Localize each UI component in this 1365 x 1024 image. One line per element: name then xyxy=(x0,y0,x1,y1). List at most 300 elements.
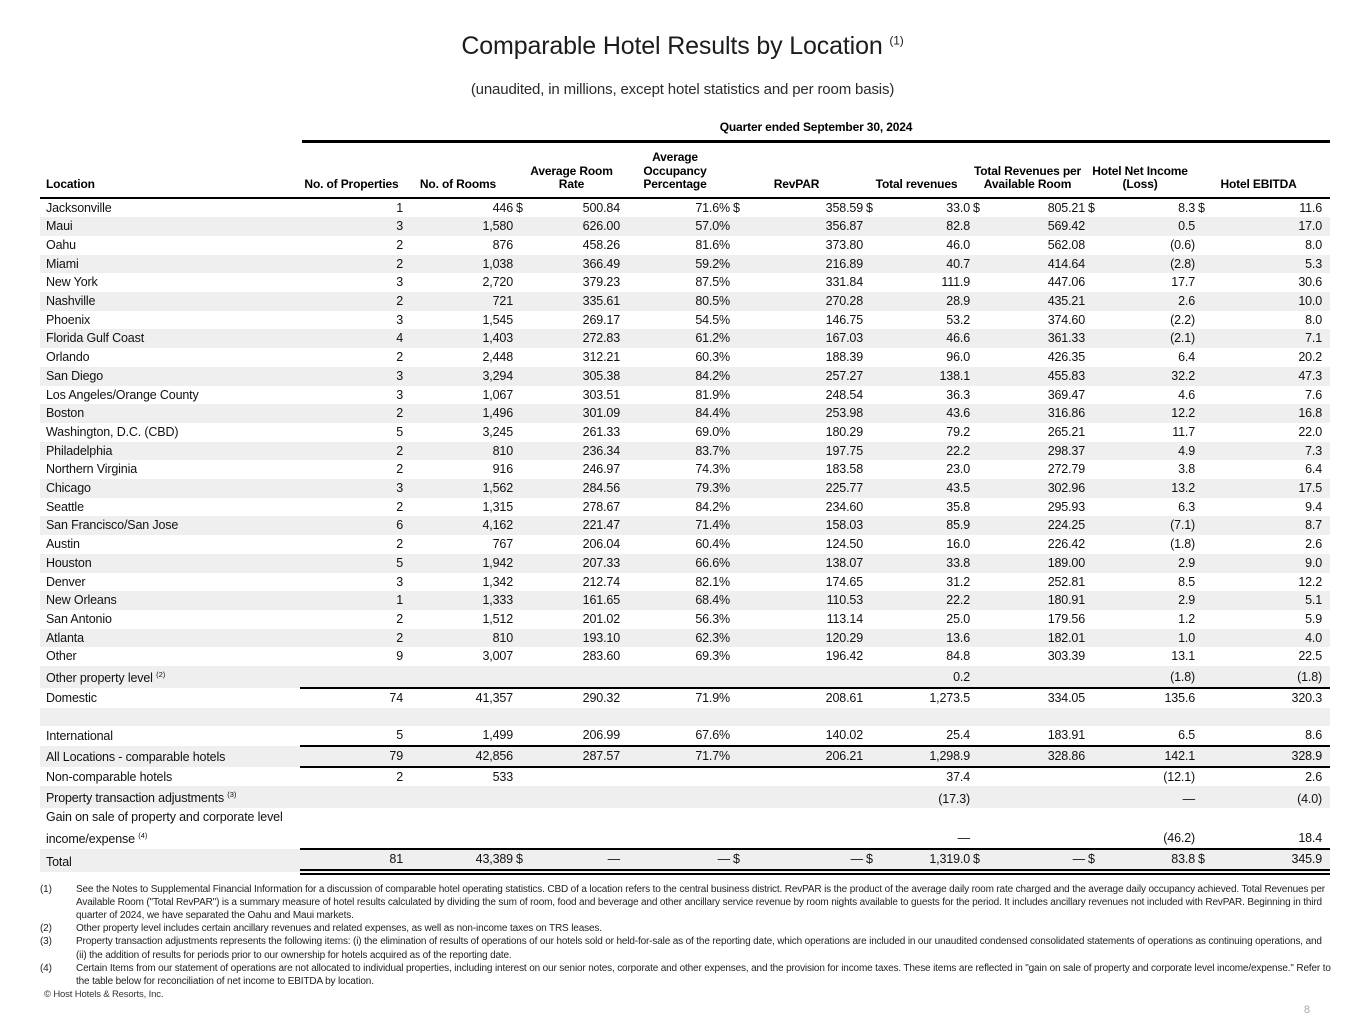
table-row xyxy=(40,767,1330,787)
footnotes xyxy=(40,883,1332,989)
page-title-text: Comparable Hotel Results by Location xyxy=(461,32,883,60)
cell-value: 201.02 xyxy=(582,611,621,626)
cell-value: 140.02 xyxy=(748,726,863,746)
row-label: Atlanta xyxy=(46,630,84,645)
dollar-sign xyxy=(970,367,988,386)
cell-value: 216.89 xyxy=(825,256,864,271)
cell-value xyxy=(535,808,620,849)
dollar-sign xyxy=(1085,666,1100,688)
dollar-sign xyxy=(863,629,880,648)
cell-value xyxy=(748,786,863,808)
dollar-sign: $ xyxy=(970,849,988,872)
cell-value: 328.9 xyxy=(1210,746,1330,767)
cell-value: 22.0 xyxy=(1298,424,1323,439)
cell-value: 6 xyxy=(396,518,403,533)
dollar-sign xyxy=(730,767,748,787)
footnote xyxy=(40,935,1332,961)
dollar-sign xyxy=(1085,498,1100,517)
dollar-sign xyxy=(730,217,748,236)
dollar-sign xyxy=(970,348,988,367)
cell-value: 810 xyxy=(492,443,513,458)
cell-value: 183.91 xyxy=(988,726,1085,746)
cell-value: 2 xyxy=(396,462,403,477)
cell-value: 5.1 xyxy=(1305,593,1323,608)
dollar-sign xyxy=(513,273,535,292)
cell-value: 7.3 xyxy=(1305,443,1323,458)
cell-value: 32.2 xyxy=(1171,368,1196,383)
cell-value: 158.03 xyxy=(825,518,864,533)
cell-value: 11.6 xyxy=(1299,200,1323,215)
cell-value: 2 xyxy=(396,350,403,365)
cell-value: 0.2 xyxy=(880,666,970,688)
dollar-sign xyxy=(1085,767,1100,787)
cell-value: 335.61 xyxy=(582,294,621,309)
dollar-sign xyxy=(1085,479,1100,498)
dollar-sign xyxy=(1085,255,1100,274)
cell-value: 1,942 xyxy=(482,555,513,570)
dollar-sign xyxy=(970,688,988,708)
footnote xyxy=(40,922,1332,935)
dollar-sign xyxy=(1085,273,1100,292)
dollar-sign xyxy=(970,292,988,311)
row-label: Non-comparable hotels xyxy=(46,769,173,784)
cell-value: 96.0 xyxy=(946,350,971,365)
dollar-sign: $ xyxy=(1085,849,1100,872)
dollar-sign xyxy=(730,808,748,849)
dollar-sign xyxy=(730,516,748,535)
dollar-sign xyxy=(970,404,988,423)
cell-value: 85.9 xyxy=(946,518,971,533)
page-subtitle: (unaudited, in millions, except hotel statistics and per room basis) xyxy=(470,81,895,98)
footnote-text: Property transaction adjustments represents the following items: (i) the elimination of results of operations of our hotels sold or held-for-sale as of the reporting date, which operations are included in our unaudited condensed consolidated statements of operations as continuing operations, and (ii) the addition of results for periods prior to our ownership for hotels acquired as of the reporting date. xyxy=(76,936,1322,961)
dollar-sign xyxy=(970,236,988,255)
row-label: Domestic xyxy=(46,690,97,705)
row-label: Phoenix xyxy=(46,312,91,327)
row-label: Northern Virginia xyxy=(46,462,138,477)
cell-value: 369.47 xyxy=(1047,387,1086,402)
cell-value: 13.2 xyxy=(1171,481,1196,496)
cell-value: 1,403 xyxy=(482,331,513,346)
cell-value: 81.9% xyxy=(695,387,731,402)
cell-value xyxy=(300,708,403,727)
dollar-sign xyxy=(863,311,880,330)
cell-value: 23.0 xyxy=(946,462,971,477)
cell-value: 22.5 xyxy=(1298,649,1323,664)
cell-value: 1,512 xyxy=(482,611,513,626)
dollar-sign xyxy=(1085,348,1100,367)
dollar-sign xyxy=(863,786,880,808)
cell-value: 61.2% xyxy=(695,331,731,346)
dollar-sign xyxy=(1195,629,1210,648)
dollar-sign xyxy=(1085,708,1100,727)
cell-value: 283.60 xyxy=(582,649,621,664)
cell-value xyxy=(535,708,620,727)
cell-value: 328.86 xyxy=(988,746,1085,767)
cell-value: 234.60 xyxy=(825,499,864,514)
cell-value: 31.2 xyxy=(946,574,971,589)
row-label: San Diego xyxy=(46,368,104,383)
cell-value: 320.3 xyxy=(1291,690,1323,705)
dollar-sign xyxy=(513,629,535,648)
dollar-sign xyxy=(863,708,880,727)
table-row xyxy=(40,236,1330,255)
dollar-sign xyxy=(1085,688,1100,708)
cell-value: 208.61 xyxy=(825,690,864,705)
cell-value: 0.5 xyxy=(1178,219,1196,234)
cell-value: 374.60 xyxy=(1047,312,1086,327)
cell-value: 57.0% xyxy=(695,219,731,234)
cell-value: (17.3) xyxy=(938,791,971,806)
cell-value: 110.53 xyxy=(826,593,864,608)
dollar-sign xyxy=(513,498,535,517)
dollar-sign xyxy=(970,746,988,767)
row-label: San Francisco/San Jose xyxy=(46,518,179,533)
cell-value: — xyxy=(748,849,863,872)
dollar-sign xyxy=(513,255,535,274)
dollar-sign xyxy=(1195,554,1210,573)
dollar-sign xyxy=(1195,273,1210,292)
dollar-sign xyxy=(863,726,880,746)
cell-value: 305.38 xyxy=(582,368,621,383)
dollar-sign xyxy=(513,591,535,610)
dollar-sign xyxy=(970,255,988,274)
cell-value: 22.2 xyxy=(946,443,971,458)
table-row xyxy=(40,610,1330,629)
cell-value: 295.93 xyxy=(1047,499,1086,514)
dollar-sign xyxy=(863,688,880,708)
cell-value: 84.4% xyxy=(695,406,731,421)
cell-value: 1,580 xyxy=(482,219,513,234)
dollar-sign xyxy=(1195,460,1210,479)
cell-value: 180.91 xyxy=(1047,593,1086,608)
cell-value: 1,315 xyxy=(482,499,513,514)
cell-value: 303.39 xyxy=(1047,649,1086,664)
dollar-sign xyxy=(730,573,748,592)
cell-value: 1,298.9 xyxy=(880,746,970,767)
cell-value: 379.23 xyxy=(582,275,621,290)
row-label: Orlando xyxy=(46,350,90,365)
dollar-sign xyxy=(1085,217,1100,236)
cell-value: 3 xyxy=(396,275,403,290)
dollar-sign xyxy=(1085,292,1100,311)
header-row xyxy=(40,143,1330,198)
cell-value: 435.21 xyxy=(1047,294,1086,309)
row-label: Jacksonville xyxy=(46,200,112,215)
cell-value: 5 xyxy=(300,726,403,746)
dollar-sign xyxy=(730,786,748,808)
cell-value: 303.51 xyxy=(582,387,621,402)
cell-value: 87.5% xyxy=(695,275,731,290)
row-label: International xyxy=(46,729,113,744)
cell-value: 1,038 xyxy=(482,256,513,271)
footnote-text: See the Notes to Supplemental Financial Information for a discussion of comparable hotel operating statistics. CBD of a location refers to the central business district. RevPAR is the product of the average daily room rate charged and the average daily occupancy achieved. Total Revenues per Available Room ("Total RevPAR") is a summary measure of hotel results calculated by dividing the sum of room, food and beverage and other ancillary service revenue by room nights available to guests for the period. It includes ancillary revenues not included with RevPAR. Beginning in third quarter of 2024, we have separated the Oahu and Maui markets. xyxy=(76,883,1325,921)
dollar-sign xyxy=(730,726,748,746)
table-row xyxy=(40,746,1330,767)
cell-value: 193.10 xyxy=(582,630,621,645)
dollar-sign xyxy=(1195,311,1210,330)
dollar-sign xyxy=(863,236,880,255)
cell-value: 74 xyxy=(389,690,403,705)
dollar-sign xyxy=(1195,479,1210,498)
row-label: Seattle xyxy=(46,499,84,514)
cell-value: 56.3% xyxy=(695,611,731,626)
dollar-sign xyxy=(1195,688,1210,708)
dollar-sign xyxy=(863,554,880,573)
row-label: Boston xyxy=(46,406,85,421)
row-label: Total xyxy=(46,854,72,869)
cell-value xyxy=(535,666,620,688)
dollar-sign xyxy=(970,591,988,610)
cell-value: 43.5 xyxy=(946,481,971,496)
cell-value: 269.17 xyxy=(582,312,621,327)
row-label: Oahu xyxy=(46,237,76,252)
cell-value: 1,342 xyxy=(482,574,513,589)
footnote-number: (4) xyxy=(40,962,52,974)
dollar-sign xyxy=(1195,217,1210,236)
cell-value: 3,007 xyxy=(482,649,513,664)
cell-value: 3 xyxy=(396,574,403,589)
dollar-sign xyxy=(1085,726,1100,746)
dollar-sign xyxy=(513,348,535,367)
dollar-sign xyxy=(970,386,988,405)
cell-value: 2 xyxy=(396,769,403,784)
cell-value: 206.04 xyxy=(582,537,621,552)
cell-value xyxy=(880,708,970,727)
cell-value: 278.67 xyxy=(582,499,621,514)
cell-value: 3,294 xyxy=(482,368,513,383)
dollar-sign xyxy=(513,386,535,405)
dollar-sign xyxy=(863,591,880,610)
cell-value: (2.1) xyxy=(1170,331,1196,346)
cell-value: 1,499 xyxy=(403,726,513,746)
cell-value: 71.4% xyxy=(695,518,731,533)
table-row xyxy=(40,666,1330,688)
cell-value: 47.3 xyxy=(1298,368,1323,383)
cell-value: (46.2) xyxy=(1100,808,1195,849)
dollar-sign xyxy=(730,479,748,498)
row-label: Houston xyxy=(46,555,92,570)
dollar-sign xyxy=(513,460,535,479)
cell-value: 8.0 xyxy=(1305,237,1323,252)
dollar-sign xyxy=(970,329,988,348)
cell-value: 224.25 xyxy=(1047,518,1086,533)
cell-value: 40.7 xyxy=(946,256,971,271)
cell-value: 113.14 xyxy=(826,611,864,626)
cell-value: 2 xyxy=(396,406,403,421)
cell-value: 290.32 xyxy=(582,690,621,705)
cell-value: 206.99 xyxy=(535,726,620,746)
cell-value: 414.64 xyxy=(1047,256,1086,271)
cell-value: 345.9 xyxy=(1210,849,1330,872)
cell-value: — xyxy=(535,849,620,872)
cell-value: 28.9 xyxy=(946,294,971,309)
cell-value xyxy=(988,786,1085,808)
dollar-sign xyxy=(513,516,535,535)
cell-value: 8.7 xyxy=(1305,518,1323,533)
dollar-sign xyxy=(730,535,748,554)
dollar-sign xyxy=(1195,786,1210,808)
cell-value xyxy=(300,786,403,808)
dollar-sign xyxy=(970,535,988,554)
dollar-sign xyxy=(513,367,535,386)
cell-value: 67.6% xyxy=(620,726,730,746)
column-header-total-revpar: Total Revenues per Available Room xyxy=(970,143,1085,198)
cell-value: 2 xyxy=(396,294,403,309)
cell-value: 1,067 xyxy=(482,387,513,402)
cell-value xyxy=(620,786,730,808)
dollar-sign xyxy=(730,708,748,727)
cell-value: 810 xyxy=(492,630,513,645)
footnote-number: (3) xyxy=(40,936,52,948)
table-row xyxy=(40,688,1330,708)
dollar-sign xyxy=(513,236,535,255)
cell-value: 257.27 xyxy=(825,368,864,383)
cell-value: 5 xyxy=(396,555,403,570)
dollar-sign xyxy=(1085,554,1100,573)
results-table xyxy=(40,143,1330,875)
cell-value: 1,319.0 xyxy=(880,849,970,872)
dollar-sign xyxy=(970,767,988,787)
cell-value: 272.79 xyxy=(1047,462,1086,477)
cell-value xyxy=(748,767,863,787)
cell-value: 142.1 xyxy=(1100,746,1195,767)
cell-value xyxy=(300,808,403,849)
dollar-sign xyxy=(1195,386,1210,405)
cell-value: 59.2% xyxy=(695,256,731,271)
cell-value: 1.0 xyxy=(1178,630,1196,645)
cell-value: 33.8 xyxy=(946,555,971,570)
table-row xyxy=(40,348,1330,367)
cell-value: 265.21 xyxy=(1047,424,1086,439)
cell-value: 81.6% xyxy=(695,237,731,252)
dollar-sign: $ xyxy=(866,200,873,215)
cell-value: 916 xyxy=(492,462,513,477)
title-footnote-marker: (1) xyxy=(889,33,904,48)
dollar-sign xyxy=(1085,629,1100,648)
cell-value: 331.84 xyxy=(825,275,864,290)
cell-value: 197.75 xyxy=(825,443,864,458)
cell-value: 9.0 xyxy=(1305,555,1323,570)
cell-value: 5.3 xyxy=(1305,256,1323,271)
cell-value: 146.75 xyxy=(825,312,864,327)
dollar-sign xyxy=(863,666,880,688)
dollar-sign xyxy=(970,554,988,573)
dollar-sign xyxy=(730,292,748,311)
cell-value: 183.58 xyxy=(825,462,864,477)
row-label: Maui xyxy=(46,219,73,234)
table-row xyxy=(40,423,1330,442)
dollar-sign xyxy=(513,311,535,330)
cell-value: 196.42 xyxy=(825,649,864,664)
cell-value: 212.74 xyxy=(582,574,621,589)
cell-value: 358.59 xyxy=(825,200,864,215)
cell-value xyxy=(403,786,513,808)
table-row xyxy=(40,460,1330,479)
cell-value: 4.6 xyxy=(1178,387,1196,402)
dollar-sign: $ xyxy=(513,849,535,872)
table-row xyxy=(40,292,1330,311)
cell-value: 167.03 xyxy=(825,331,864,346)
dollar-sign xyxy=(1195,647,1210,666)
dollar-sign xyxy=(1085,423,1100,442)
cell-value: 6.3 xyxy=(1178,499,1196,514)
dollar-sign xyxy=(1085,610,1100,629)
cell-value: 426.35 xyxy=(1047,350,1086,365)
table-row xyxy=(40,726,1330,746)
dollar-sign xyxy=(863,367,880,386)
table-row xyxy=(40,786,1330,808)
cell-value xyxy=(403,708,513,727)
cell-value: 81 xyxy=(300,849,403,872)
dollar-sign: $ xyxy=(973,200,980,215)
cell-value: 30.6 xyxy=(1298,275,1323,290)
cell-value: 4 xyxy=(396,331,403,346)
dollar-sign xyxy=(513,329,535,348)
cell-value: 79.3% xyxy=(695,481,731,496)
cell-value: 8.5 xyxy=(1178,574,1196,589)
cell-value: 71.6% xyxy=(695,200,731,215)
cell-value: 272.83 xyxy=(582,331,621,346)
cell-value: 84.2% xyxy=(695,368,731,383)
dollar-sign xyxy=(730,273,748,292)
dollar-sign xyxy=(1085,460,1100,479)
dollar-sign xyxy=(513,292,535,311)
cell-value: 5.9 xyxy=(1305,611,1323,626)
cell-value: 2.6 xyxy=(1305,769,1323,784)
dollar-sign xyxy=(863,348,880,367)
cell-value: 80.5% xyxy=(695,294,731,309)
dollar-sign xyxy=(513,688,535,708)
cell-value: 226.42 xyxy=(1047,537,1086,552)
dollar-sign xyxy=(513,573,535,592)
table-row xyxy=(40,273,1330,292)
cell-value: 876 xyxy=(492,237,513,252)
dollar-sign xyxy=(730,311,748,330)
dollar-sign xyxy=(863,498,880,517)
cell-value: 562.08 xyxy=(1047,237,1086,252)
cell-value: 35.8 xyxy=(946,499,971,514)
cell-value: 1,496 xyxy=(482,406,513,421)
table-row xyxy=(40,367,1330,386)
cell-value: 36.3 xyxy=(946,387,971,402)
row-label: Miami xyxy=(46,256,79,271)
cell-value: 66.6% xyxy=(695,555,731,570)
cell-value: — xyxy=(1182,791,1196,806)
cell-value: 62.3% xyxy=(695,630,731,645)
cell-value: 207.33 xyxy=(582,555,621,570)
cell-value: 17.0 xyxy=(1298,219,1323,234)
cell-value: 7.6 xyxy=(1305,387,1323,402)
cell-value: (7.1) xyxy=(1170,518,1196,533)
cell-value: 3,245 xyxy=(482,424,513,439)
cell-value: 25.4 xyxy=(880,726,970,746)
dollar-sign xyxy=(513,666,535,688)
column-header-ebitda: Hotel EBITDA xyxy=(1195,143,1330,198)
cell-value: 334.05 xyxy=(1047,690,1086,705)
cell-value: 361.33 xyxy=(1047,331,1086,346)
dollar-sign xyxy=(513,767,535,787)
dollar-sign xyxy=(970,311,988,330)
cell-value: 3 xyxy=(396,387,403,402)
dollar-sign xyxy=(863,460,880,479)
cell-value: 1,333 xyxy=(482,593,513,608)
cell-value: 1,545 xyxy=(482,312,513,327)
table-row xyxy=(40,442,1330,461)
cell-value: 261.33 xyxy=(582,424,621,439)
dollar-sign xyxy=(1195,708,1210,727)
cell-value: 84.2% xyxy=(695,499,731,514)
dollar-sign xyxy=(1085,591,1100,610)
